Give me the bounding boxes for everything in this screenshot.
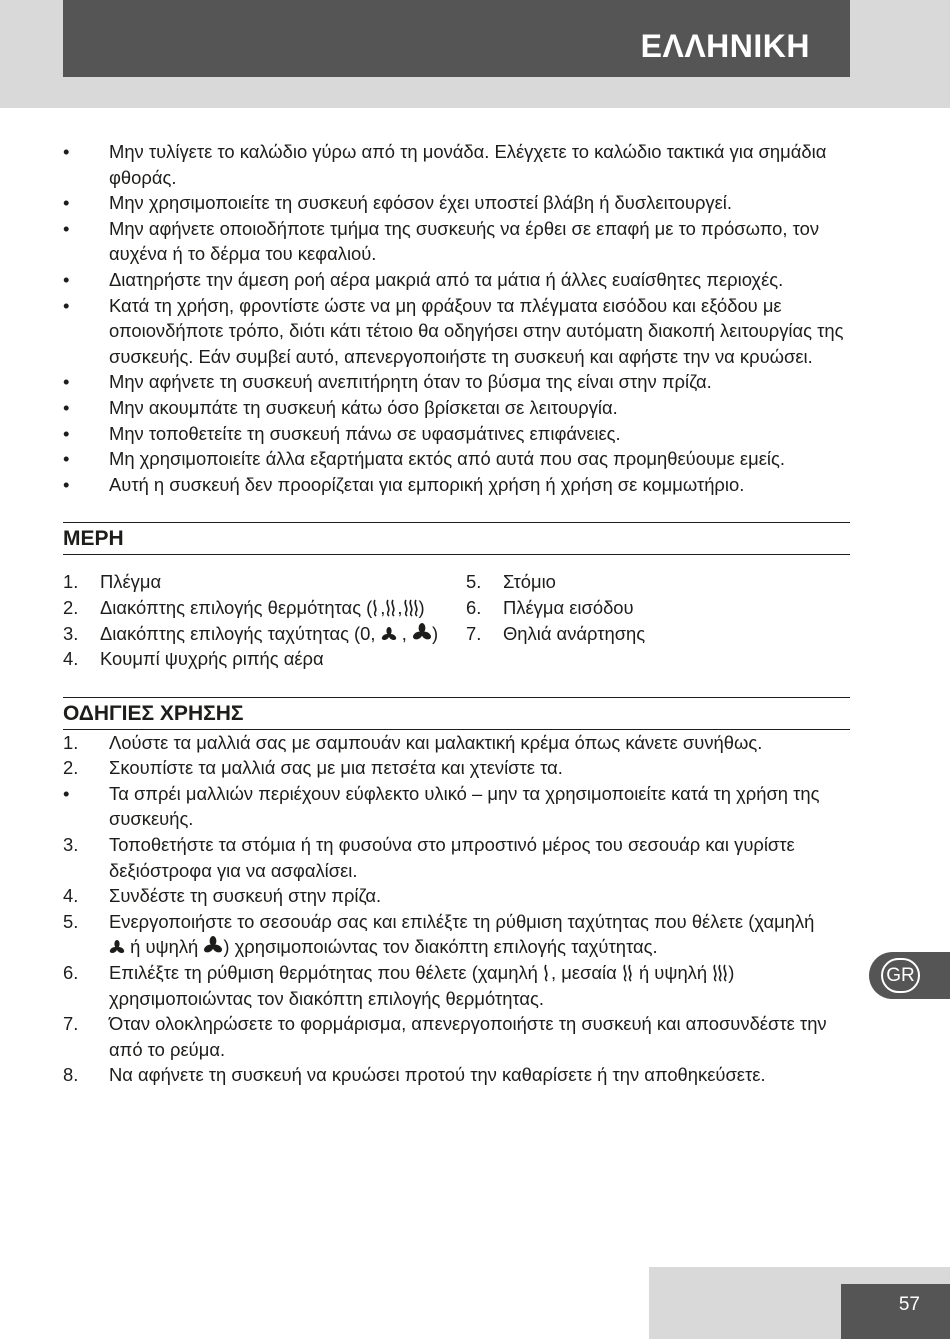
- bullet: •: [63, 782, 70, 804]
- list-item: • Κατά τη χρήση, φροντίστε ώστε να μη φράξουν τα πλέγματα εισόδου και εξόδου με οποιονδήποτε τρόπο, διότι κάτι τέτοιο θα οδηγήσει στην αυτόματη διακοπή λειτουργίας της συσκευής. Εάν συμβεί αυτό, απενεργοποιήστε τη συσκευή και αφήστε την να κρυώσει.: [63, 294, 844, 367]
- parts-list: [63, 569, 850, 671]
- list-item: • Μην ακουμπάτε τη συσκευή κάτω όσο βρίσκεται σε λειτουργία.: [63, 395, 850, 421]
- list-item: • Μην τοποθετείτε τη συσκευή πάνω σε υφασμάτινες επιφάνειες.: [63, 421, 850, 447]
- list-item: • Διατηρήστε την άμεση ροή αέρα μακριά από τα μάτια ή άλλες ευαίσθητες περιοχές.: [63, 267, 850, 293]
- heat-high-icon: [403, 599, 419, 617]
- list-item: 2. Διακόπτης επιλογής θερμότητας ( , , ): [63, 596, 425, 618]
- list-item: • Μην χρησιμοποιείτε τη συσκευή εφόσον έχει υποστεί βλάβη ή δυσλειτουργεί.: [63, 190, 850, 216]
- page-number-box: [841, 1284, 950, 1339]
- list-item: • Αυτή η συσκευή δεν προορίζεται για εμπορική χρήση ή χρήση σε κομμωτήριο.: [63, 472, 850, 498]
- title-bar: [63, 0, 850, 77]
- list-item: • Μη χρησιμοποιείτε άλλα εξαρτήματα εκτός από αυτά που σας προμηθεύουμε εμείς.: [63, 446, 850, 472]
- language-code-badge: GR: [881, 958, 920, 993]
- bullet: •: [63, 371, 70, 393]
- list-item: • Μην τυλίγετε το καλώδιο γύρω από τη μονάδα. Ελέγχετε το καλώδιο τακτικά για σημάδια φθοράς.: [63, 141, 827, 188]
- bullet: •: [63, 268, 70, 290]
- fan-low-icon: [381, 627, 397, 643]
- list-item: 8. Να αφήνετε τη συσκευή να κρυώσει προτού την καθαρίσετε ή την αποθηκεύσετε.: [63, 1064, 766, 1086]
- list-item: 6. Πλέγμα εισόδου: [466, 596, 634, 618]
- list-item: 3. Τοποθετήστε τα στόμια ή τη φυσούνα στο μπροστινό μέρος του σεσουάρ και γυρίστε δεξιόστροφα για να ασφαλίσει.: [63, 834, 795, 881]
- fan-low-icon: [109, 940, 125, 956]
- heat-medium-icon: [622, 964, 634, 982]
- fan-high-icon: [203, 936, 223, 956]
- list-item: 1. Λούστε τα μαλλιά σας με σαμπουάν και μαλακτική κρέμα όπως κάνετε συνήθως.: [63, 731, 763, 753]
- heat-low-icon: [372, 599, 380, 617]
- heat-low-icon: [543, 964, 551, 982]
- bullet: •: [63, 192, 70, 214]
- instructions-section-header: [63, 697, 850, 730]
- list-item: • Μην αφήνετε τη συσκευή ανεπιτήρητη όταν το βύσμα της είναι στην πρίζα.: [63, 369, 850, 395]
- bullet: •: [63, 396, 70, 418]
- list-item: • Τα σπρέι μαλλιών περιέχουν εύφλεκτο υλικό – μην τα χρησιμοποιείτε κατά τη χρήση της συσκευής.: [63, 782, 820, 830]
- list-item: 1. Πλέγμα: [63, 571, 162, 593]
- language-tab: [869, 952, 950, 999]
- bullet: •: [63, 141, 70, 162]
- list-item: 3. Διακόπτης επιλογής ταχύτητας (0, , ): [63, 622, 439, 644]
- parts-section-header: [63, 522, 850, 555]
- heat-high-icon: [712, 964, 728, 982]
- list-item: 5. Ενεργοποιήστε το σεσουάρ σας και επιλέξτε τη ρύθμιση ταχύτητας που θέλετε (χαμηλή ή υψηλή ) χρησιμοποιώντας τον διακόπτη επιλογής ταχύτητας.: [63, 910, 815, 958]
- bullet: •: [63, 422, 70, 444]
- list-item: 7. Θηλιά ανάρτησης: [466, 622, 646, 644]
- language-title: ΕΛΛΗΝΙΚΗ: [640, 28, 810, 64]
- page-number: 57: [898, 1294, 920, 1315]
- bullet: •: [63, 448, 70, 470]
- list-item: • Μην αφήνετε οποιοδήποτε τμήμα της συσκευής να έρθει σε επαφή με το πρόσωπο, τον αυχένα ή το δέρμα του κεφαλιού.: [63, 217, 820, 265]
- instructions-list: [63, 730, 850, 1088]
- instructions-heading: ΟΔΗΓΙΕΣ ΧΡΗΣΗΣ: [63, 701, 244, 725]
- list-item: 6. Επιλέξτε τη ρύθμιση θερμότητας που θέλετε (χαμηλή , μεσαία ή υψηλή ) χρησιμοποιώντας τον διακόπτη επιλογής θερμότητας.: [63, 962, 735, 1009]
- list-item: 4. Συνδέστε τη συσκευή στην πρίζα.: [63, 885, 382, 907]
- page-content: [63, 139, 850, 1088]
- list-item: 4. Κουμπί ψυχρής ριπής αέρα: [63, 648, 324, 670]
- list-item: 7. Όταν ολοκληρώσετε το φορμάρισμα, απενεργοποιήστε τη συσκευή και αποσυνδέστε την από το ρεύμα.: [63, 1013, 827, 1060]
- fan-high-icon: [412, 623, 432, 643]
- safety-list: [63, 139, 850, 497]
- list-item: 5. Στόμιο: [466, 571, 556, 593]
- heat-medium-icon: [385, 599, 397, 617]
- bullet: •: [63, 473, 70, 495]
- parts-column-right: [466, 569, 645, 671]
- parts-heading: ΜΕΡΗ: [63, 527, 124, 551]
- list-item: 2. Σκουπίστε τα μαλλιά σας με μια πετσέτα και χτενίστε τα.: [63, 757, 563, 779]
- bullet: •: [63, 294, 70, 316]
- bullet: •: [63, 217, 70, 239]
- parts-column-left: [63, 569, 466, 671]
